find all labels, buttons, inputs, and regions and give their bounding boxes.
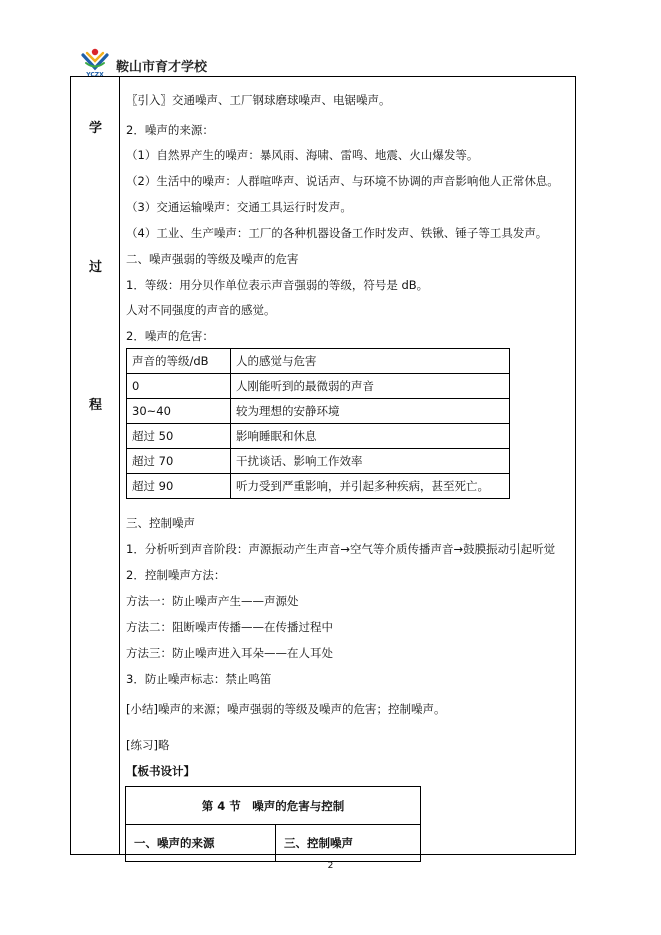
source-title: 2．噪声的来源： xyxy=(126,123,214,137)
method-2: 方法二：阻断噪声传播——在传播过程中 xyxy=(126,620,333,634)
table-cell-effect: 干扰谈话、影响工作效率 xyxy=(231,449,510,474)
table-header-row xyxy=(127,349,510,374)
feeling-line: 人对不同强度的声音的感觉。 xyxy=(126,303,276,317)
table-cell-level: 超过 70 xyxy=(127,449,231,474)
board-design-label: 【板书设计】 xyxy=(126,764,195,778)
board-col-source: 一、噪声的来源 xyxy=(126,825,276,862)
control-title: 2．控制噪声方法： xyxy=(126,568,226,582)
section-2-heading: 二、噪声强弱的等级及噪声的危害 xyxy=(126,252,299,266)
table-cell-level: 0 xyxy=(127,374,231,399)
table-cell-level: 超过 50 xyxy=(127,424,231,449)
source-item-1: （1）自然界产生的噪声：暴风雨、海啸、雷鸣、地震、火山爆发等。 xyxy=(126,148,479,162)
table-row xyxy=(127,374,510,399)
page-number: 2 xyxy=(327,861,334,871)
table-cell-effect: 人刚能听到的最微弱的声音 xyxy=(231,374,510,399)
table-cell-level: 30~40 xyxy=(127,399,231,424)
board-design-table xyxy=(125,786,421,862)
board-col-control: 三、控制噪声 xyxy=(276,825,421,862)
table-row xyxy=(127,399,510,424)
side-label-cheng: 程 xyxy=(89,398,103,413)
table-row xyxy=(127,424,510,449)
table-header-effect: 人的感觉与危害 xyxy=(231,349,510,374)
intro-line: 〖引入〗交通噪声、工厂钢球磨球噪声、电锯噪声。 xyxy=(126,93,391,107)
noise-level-table xyxy=(126,348,510,499)
table-header-level: 声音的等级/dB xyxy=(127,349,231,374)
logo-text: YCZX xyxy=(86,71,104,78)
level-definition: 1．等级：用分贝作单位表示声音强弱的等级，符号是 dB。 xyxy=(126,278,429,292)
side-label-guo: 过 xyxy=(89,260,103,275)
school-logo-icon xyxy=(78,46,112,78)
harm-title: 2．噪声的危害： xyxy=(126,329,214,343)
summary-line: [小结]噪声的来源；噪声强弱的等级及噪声的危害；控制噪声。 xyxy=(126,702,446,716)
practice-line: [练习]略 xyxy=(126,738,170,752)
method-1: 方法一：防止噪声产生——声源处 xyxy=(126,594,299,608)
table-cell-level: 超过 90 xyxy=(127,474,231,499)
table-row xyxy=(127,474,510,499)
table-cell-effect: 听力受到严重影响，并引起多种疾病，甚至死亡。 xyxy=(231,474,510,499)
source-item-2: （2）生活中的噪声：人群喧哗声、说话声、与环境不协调的声音影响他人正常休息。 xyxy=(126,174,559,188)
table-row xyxy=(127,449,510,474)
analysis-line: 1．分析听到声音阶段：声源振动产生声音→空气等介质传播声音→鼓膜振动引起听觉 xyxy=(126,542,556,556)
source-item-4: （4）工业、生产噪声：工厂的各种机器设备工作时发声、铁锹、锤子等工具发声。 xyxy=(126,226,548,240)
source-item-3: （3）交通运输噪声：交通工具运行时发声。 xyxy=(126,200,352,214)
column-divider xyxy=(119,77,120,854)
side-label-xue: 学 xyxy=(89,121,103,136)
table-cell-effect: 较为理想的安静环境 xyxy=(231,399,510,424)
section-3-heading: 三、控制噪声 xyxy=(126,516,195,530)
school-name: 鞍山市育才学校 xyxy=(116,60,208,75)
sign-line: 3．防止噪声标志：禁止鸣笛 xyxy=(126,672,272,686)
method-3: 方法三：防止噪声进入耳朵——在人耳处 xyxy=(126,646,333,660)
board-title: 第 4 节 噪声的危害与控制 xyxy=(126,787,421,825)
table-cell-effect: 影响睡眠和休息 xyxy=(231,424,510,449)
